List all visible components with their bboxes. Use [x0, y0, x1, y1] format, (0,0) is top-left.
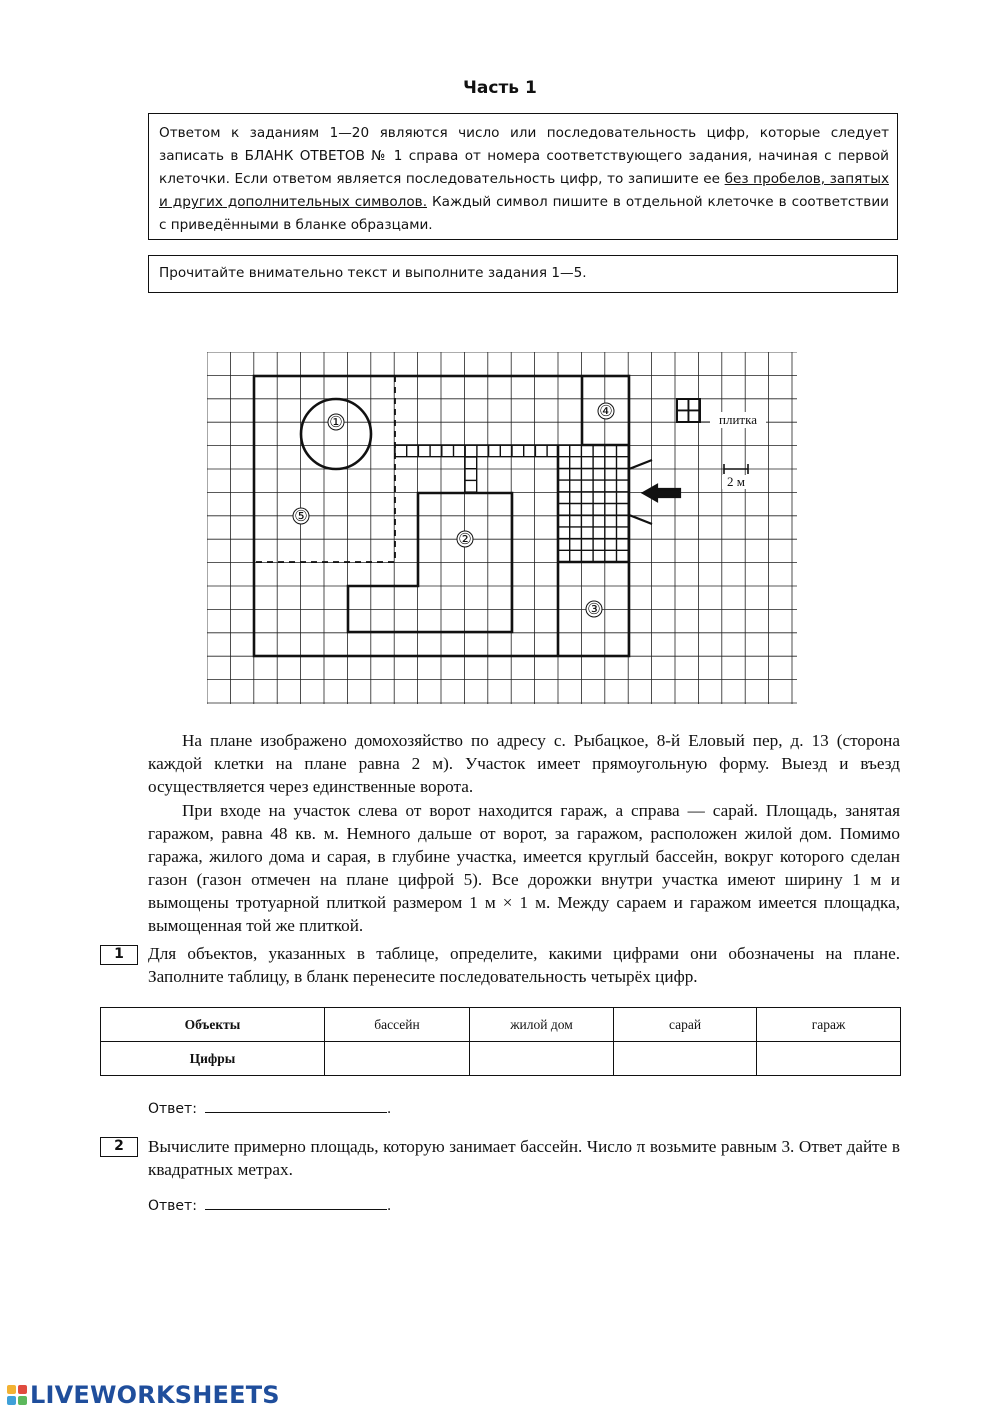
table-row: [101, 1042, 901, 1076]
pool-1-outline: [301, 399, 371, 469]
instructions-underlined: без пробелов, запятых и других дополнительных символов.: [159, 171, 889, 210]
answer-label: Ответ:: [148, 1198, 197, 1214]
instructions-box: [148, 113, 898, 240]
label-1: ①: [329, 413, 343, 431]
task-1-answer: Ответ: .: [148, 1101, 392, 1117]
scale-label: 2 м: [727, 474, 745, 489]
task-2-text: Вычислите примерно площадь, которую занимает бассейн. Число π возьмите равным 3. Ответ дайте в квадратных метрах.: [148, 1137, 900, 1179]
answer-cell-house[interactable]: [470, 1042, 614, 1076]
text-paragraph-1: На плане изображено домохозяйство по адресу с. Рыбацкое, 8-й Еловый пер, д. 13 (сторона каждой клетки на плане равна 2 м). Участок имеет прямоугольную форму. Выезд и въезд осуществляется через единственные ворота.: [148, 731, 900, 796]
instructions-text: Ответом к заданиям 1—20 являются число или последовательность цифр, которые следует записать в БЛАНК ОТВЕТОВ № 1 справа от номера соответствующего задания, начиная с первой клеточки. Если ответом является последовательность цифр, то запишите ее: [159, 125, 889, 187]
instructions-text-end: Каждый символ пишите в отдельной клеточке в соответствии с приведёнными в бланке образцами.: [159, 194, 889, 233]
table-cell-pool: бассейн: [325, 1008, 470, 1042]
liveworksheets-logo: [6, 1382, 280, 1408]
table-header-objects: Объекты: [101, 1008, 325, 1042]
brand-logo-icon: [6, 1384, 28, 1406]
task-2-number: 2: [100, 1137, 138, 1157]
label-4: ④: [599, 402, 613, 420]
site-plan: [207, 352, 797, 704]
task-1-text: Для объектов, указанных в таблице, определите, какими цифрами они обозначены на плане. Заполните таблицу, в бланк перенесите последовательность четырёх цифр.: [148, 944, 900, 986]
part-title: Часть 1: [463, 78, 537, 98]
read-instruction-box: [148, 255, 898, 293]
table-header-digits: Цифры: [101, 1042, 325, 1076]
objects-table: [100, 1007, 901, 1076]
answer-cell-pool[interactable]: [325, 1042, 470, 1076]
brand-name: LIVEWORKSHEETS: [30, 1381, 280, 1409]
answer-cell-shed[interactable]: [614, 1042, 757, 1076]
label-2: ②: [458, 530, 472, 548]
answer-label: Ответ:: [148, 1101, 197, 1117]
plan-grid: [207, 352, 797, 704]
task-1-answer-field[interactable]: [205, 1099, 387, 1113]
legend: [677, 399, 748, 474]
table-cell-shed: сарай: [614, 1008, 757, 1042]
tile-legend-label: плитка: [719, 412, 757, 427]
table-row: [101, 1008, 901, 1042]
read-instruction-text: Прочитайте внимательно текст и выполните задания 1—5.: [159, 265, 587, 281]
entrance-arrow-icon: [643, 485, 680, 501]
label-5: ⑤: [294, 507, 308, 525]
task-2-answer-field[interactable]: [205, 1196, 387, 1210]
label-3: ③: [587, 600, 601, 618]
table-cell-garage: гараж: [757, 1008, 901, 1042]
answer-cell-garage[interactable]: [757, 1042, 901, 1076]
task-1-number: 1: [100, 945, 138, 965]
text-paragraph-2: При входе на участок слева от ворот находится гараж, а справа — сарай. Площадь, занятая гаражом, равна 48 кв. м. Немного дальше от ворот, за гаражом, расположен жилой дом. Помимо гаража, жилого дома и сарая, в глубине участка, имеется круглый бассейн, вокруг которого сделан газон (газон отмечен на плане цифрой 5). Все дорожки внутри участка имеют ширину 1 м и вымощены тротуарной плиткой размером 1 м × 1 м. Между сараем и гаражом имеется площадка, вымощенная той же плиткой.: [148, 801, 900, 935]
table-cell-house: жилой дом: [470, 1008, 614, 1042]
task-2-answer: Ответ: .: [148, 1198, 392, 1214]
